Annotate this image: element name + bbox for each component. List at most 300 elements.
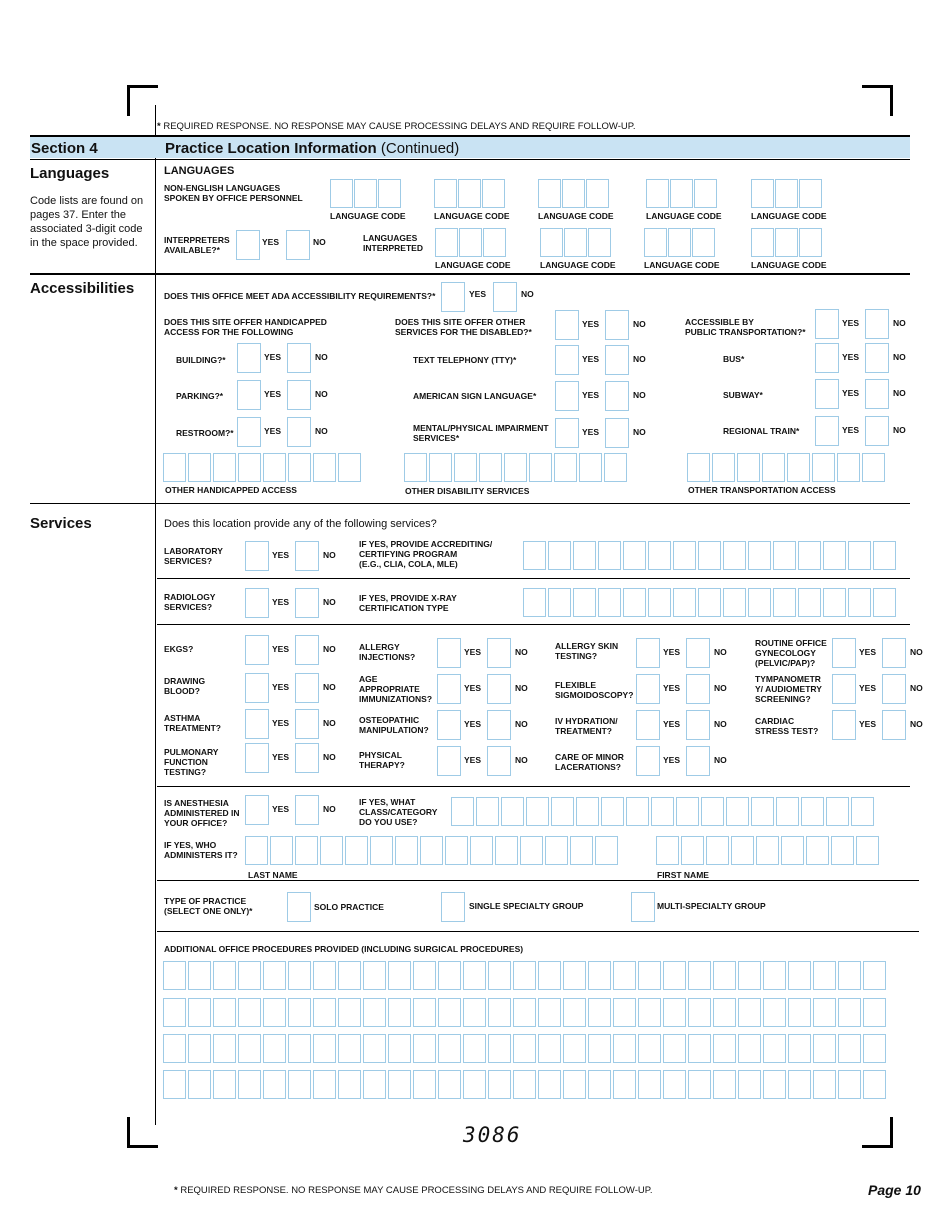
- additional-line-3-cell[interactable]: [563, 1034, 586, 1063]
- physical-no-box[interactable]: [487, 746, 511, 776]
- additional-line-3-cell[interactable]: [463, 1034, 486, 1063]
- additional-line-3-cell[interactable]: [863, 1034, 886, 1063]
- anesthesia-class-cell[interactable]: [451, 797, 474, 826]
- lab-accred-cell[interactable]: [873, 541, 896, 570]
- parking-no-box[interactable]: [287, 380, 311, 410]
- asl-yes-box[interactable]: [555, 381, 579, 411]
- additional-line-2-cell[interactable]: [638, 998, 661, 1027]
- additional-line-3-cell[interactable]: [738, 1034, 761, 1063]
- additional-line-2-cell[interactable]: [188, 998, 211, 1027]
- restroom-yes-box[interactable]: [237, 417, 261, 447]
- other-disability-cell[interactable]: [529, 453, 552, 482]
- additional-line-2-cell[interactable]: [338, 998, 361, 1027]
- language-code-4-cell[interactable]: [670, 179, 693, 208]
- additional-line-2-cell[interactable]: [288, 998, 311, 1027]
- additional-line-2-cell[interactable]: [713, 998, 736, 1027]
- lab-accred-cell[interactable]: [598, 541, 621, 570]
- last-name-cell[interactable]: [320, 836, 343, 865]
- restroom-no-box[interactable]: [287, 417, 311, 447]
- allergy-skin-yes-box[interactable]: [636, 638, 660, 668]
- additional-line-3-cell[interactable]: [813, 1034, 836, 1063]
- last-name-cell[interactable]: [470, 836, 493, 865]
- additional-line-2-cell[interactable]: [613, 998, 636, 1027]
- additional-line-1-cell[interactable]: [688, 961, 711, 990]
- additional-line-2-cell[interactable]: [388, 998, 411, 1027]
- care-minor-no-box[interactable]: [686, 746, 710, 776]
- language-code-1-cell[interactable]: [378, 179, 401, 208]
- additional-line-1-cell[interactable]: [438, 961, 461, 990]
- building-no-box[interactable]: [287, 343, 311, 373]
- xray-cert-cell[interactable]: [698, 588, 721, 617]
- additional-line-3-cell[interactable]: [363, 1034, 386, 1063]
- other-handicapped-cell[interactable]: [288, 453, 311, 482]
- additional-line-4-cell[interactable]: [663, 1070, 686, 1099]
- anesthesia-class-cell[interactable]: [726, 797, 749, 826]
- anesthesia-class-cell[interactable]: [751, 797, 774, 826]
- additional-line-2-cell[interactable]: [263, 998, 286, 1027]
- lab-accred-cell[interactable]: [673, 541, 696, 570]
- anesthesia-class-cell[interactable]: [526, 797, 549, 826]
- interpreted-code-1-cell[interactable]: [435, 228, 458, 257]
- additional-line-1-cell[interactable]: [863, 961, 886, 990]
- interpreted-code-4-cell[interactable]: [751, 228, 774, 257]
- additional-line-4-cell[interactable]: [863, 1070, 886, 1099]
- lab-accred-cell[interactable]: [698, 541, 721, 570]
- language-code-5-cell[interactable]: [751, 179, 774, 208]
- anesthesia-class-cell[interactable]: [776, 797, 799, 826]
- additional-line-3-cell[interactable]: [688, 1034, 711, 1063]
- mental-no-box[interactable]: [605, 418, 629, 448]
- additional-line-1-cell[interactable]: [388, 961, 411, 990]
- anesthesia-class-cell[interactable]: [851, 797, 874, 826]
- interpreted-code-1-cell[interactable]: [483, 228, 506, 257]
- additional-line-2-cell[interactable]: [538, 998, 561, 1027]
- language-code-4-cell[interactable]: [694, 179, 717, 208]
- tympan-no-box[interactable]: [882, 674, 906, 704]
- additional-line-4-cell[interactable]: [713, 1070, 736, 1099]
- ekgs-no-box[interactable]: [295, 635, 319, 665]
- other-transport-cell[interactable]: [837, 453, 860, 482]
- xray-cert-cell[interactable]: [548, 588, 571, 617]
- mental-yes-box[interactable]: [555, 418, 579, 448]
- language-code-1-cell[interactable]: [330, 179, 353, 208]
- anesthesia-class-cell[interactable]: [676, 797, 699, 826]
- allergy-skin-no-box[interactable]: [686, 638, 710, 668]
- first-name-cell[interactable]: [681, 836, 704, 865]
- anesthesia-class-cell[interactable]: [476, 797, 499, 826]
- tympan-yes-box[interactable]: [832, 674, 856, 704]
- language-code-2-cell[interactable]: [482, 179, 505, 208]
- allergy-inj-yes-box[interactable]: [437, 638, 461, 668]
- interpreted-code-2-cell[interactable]: [564, 228, 587, 257]
- lab-accred-cell[interactable]: [623, 541, 646, 570]
- flex-sig-no-box[interactable]: [686, 674, 710, 704]
- single-specialty-box[interactable]: [441, 892, 465, 922]
- public-transport-yes-box[interactable]: [815, 309, 839, 339]
- other-services-yes-box[interactable]: [555, 310, 579, 340]
- other-disability-cell[interactable]: [554, 453, 577, 482]
- additional-line-1-cell[interactable]: [313, 961, 336, 990]
- additional-line-2-cell[interactable]: [788, 998, 811, 1027]
- anesthesia-class-cell[interactable]: [651, 797, 674, 826]
- additional-line-2-cell[interactable]: [463, 998, 486, 1027]
- additional-line-3-cell[interactable]: [413, 1034, 436, 1063]
- asthma-yes-box[interactable]: [245, 709, 269, 739]
- first-name-cell[interactable]: [831, 836, 854, 865]
- additional-line-1-cell[interactable]: [588, 961, 611, 990]
- xray-cert-cell[interactable]: [748, 588, 771, 617]
- interpreted-code-4-cell[interactable]: [775, 228, 798, 257]
- additional-line-2-cell[interactable]: [813, 998, 836, 1027]
- xray-cert-cell[interactable]: [648, 588, 671, 617]
- additional-line-3-cell[interactable]: [513, 1034, 536, 1063]
- xray-cert-cell[interactable]: [823, 588, 846, 617]
- additional-line-2-cell[interactable]: [563, 998, 586, 1027]
- additional-line-1-cell[interactable]: [463, 961, 486, 990]
- additional-line-2-cell[interactable]: [763, 998, 786, 1027]
- first-name-cell[interactable]: [856, 836, 879, 865]
- anesthesia-class-cell[interactable]: [576, 797, 599, 826]
- additional-line-1-cell[interactable]: [238, 961, 261, 990]
- xray-cert-cell[interactable]: [723, 588, 746, 617]
- other-handicapped-cell[interactable]: [188, 453, 211, 482]
- xray-cert-cell[interactable]: [623, 588, 646, 617]
- other-disability-cell[interactable]: [604, 453, 627, 482]
- parking-yes-box[interactable]: [237, 380, 261, 410]
- language-code-2-cell[interactable]: [434, 179, 457, 208]
- osteo-yes-box[interactable]: [437, 710, 461, 740]
- language-code-3-cell[interactable]: [538, 179, 561, 208]
- additional-line-1-cell[interactable]: [813, 961, 836, 990]
- additional-line-4-cell[interactable]: [213, 1070, 236, 1099]
- language-code-5-cell[interactable]: [775, 179, 798, 208]
- additional-line-4-cell[interactable]: [163, 1070, 186, 1099]
- additional-line-2-cell[interactable]: [238, 998, 261, 1027]
- other-handicapped-cell[interactable]: [338, 453, 361, 482]
- other-disability-cell[interactable]: [479, 453, 502, 482]
- other-disability-cell[interactable]: [504, 453, 527, 482]
- first-name-cell[interactable]: [731, 836, 754, 865]
- additional-line-1-cell[interactable]: [838, 961, 861, 990]
- last-name-cell[interactable]: [595, 836, 618, 865]
- additional-line-4-cell[interactable]: [488, 1070, 511, 1099]
- additional-line-4-cell[interactable]: [313, 1070, 336, 1099]
- lab-accred-cell[interactable]: [723, 541, 746, 570]
- additional-line-4-cell[interactable]: [438, 1070, 461, 1099]
- asl-no-box[interactable]: [605, 381, 629, 411]
- additional-line-2-cell[interactable]: [688, 998, 711, 1027]
- drawing-blood-no-box[interactable]: [295, 673, 319, 703]
- iv-yes-box[interactable]: [636, 710, 660, 740]
- additional-line-3-cell[interactable]: [488, 1034, 511, 1063]
- public-transport-no-box[interactable]: [865, 309, 889, 339]
- anesthesia-class-cell[interactable]: [826, 797, 849, 826]
- additional-line-1-cell[interactable]: [188, 961, 211, 990]
- additional-line-4-cell[interactable]: [738, 1070, 761, 1099]
- additional-line-1-cell[interactable]: [663, 961, 686, 990]
- tty-yes-box[interactable]: [555, 345, 579, 375]
- lab-accred-cell[interactable]: [848, 541, 871, 570]
- additional-line-2-cell[interactable]: [488, 998, 511, 1027]
- building-yes-box[interactable]: [237, 343, 261, 373]
- language-code-5-cell[interactable]: [799, 179, 822, 208]
- routine-gyn-no-box[interactable]: [882, 638, 906, 668]
- language-code-2-cell[interactable]: [458, 179, 481, 208]
- other-transport-cell[interactable]: [687, 453, 710, 482]
- additional-line-4-cell[interactable]: [263, 1070, 286, 1099]
- additional-line-2-cell[interactable]: [663, 998, 686, 1027]
- additional-line-2-cell[interactable]: [513, 998, 536, 1027]
- lab-accred-cell[interactable]: [798, 541, 821, 570]
- additional-line-2-cell[interactable]: [313, 998, 336, 1027]
- first-name-cell[interactable]: [781, 836, 804, 865]
- additional-line-1-cell[interactable]: [788, 961, 811, 990]
- additional-line-3-cell[interactable]: [788, 1034, 811, 1063]
- other-disability-cell[interactable]: [579, 453, 602, 482]
- additional-line-2-cell[interactable]: [438, 998, 461, 1027]
- pulmonary-yes-box[interactable]: [245, 743, 269, 773]
- additional-line-1-cell[interactable]: [563, 961, 586, 990]
- last-name-cell[interactable]: [495, 836, 518, 865]
- ada-no-box[interactable]: [493, 282, 517, 312]
- other-handicapped-cell[interactable]: [238, 453, 261, 482]
- age-imm-yes-box[interactable]: [437, 674, 461, 704]
- other-handicapped-cell[interactable]: [163, 453, 186, 482]
- language-code-1-cell[interactable]: [354, 179, 377, 208]
- language-code-4-cell[interactable]: [646, 179, 669, 208]
- additional-line-3-cell[interactable]: [338, 1034, 361, 1063]
- language-code-3-cell[interactable]: [562, 179, 585, 208]
- other-services-no-box[interactable]: [605, 310, 629, 340]
- additional-line-3-cell[interactable]: [188, 1034, 211, 1063]
- additional-line-2-cell[interactable]: [863, 998, 886, 1027]
- lab-accred-cell[interactable]: [773, 541, 796, 570]
- additional-line-1-cell[interactable]: [763, 961, 786, 990]
- additional-line-4-cell[interactable]: [388, 1070, 411, 1099]
- additional-line-3-cell[interactable]: [288, 1034, 311, 1063]
- additional-line-3-cell[interactable]: [613, 1034, 636, 1063]
- interpreters-no-box[interactable]: [286, 230, 310, 260]
- xray-cert-cell[interactable]: [673, 588, 696, 617]
- additional-line-2-cell[interactable]: [213, 998, 236, 1027]
- other-transport-cell[interactable]: [862, 453, 885, 482]
- anesthesia-class-cell[interactable]: [801, 797, 824, 826]
- last-name-cell[interactable]: [445, 836, 468, 865]
- lab-accred-cell[interactable]: [548, 541, 571, 570]
- lab-accred-cell[interactable]: [748, 541, 771, 570]
- interpreters-yes-box[interactable]: [236, 230, 260, 260]
- interpreted-code-2-cell[interactable]: [588, 228, 611, 257]
- other-handicapped-cell[interactable]: [313, 453, 336, 482]
- additional-line-1-cell[interactable]: [163, 961, 186, 990]
- additional-line-4-cell[interactable]: [338, 1070, 361, 1099]
- last-name-cell[interactable]: [370, 836, 393, 865]
- other-disability-cell[interactable]: [429, 453, 452, 482]
- drawing-blood-yes-box[interactable]: [245, 673, 269, 703]
- xray-cert-cell[interactable]: [798, 588, 821, 617]
- interpreted-code-3-cell[interactable]: [644, 228, 667, 257]
- interpreted-code-2-cell[interactable]: [540, 228, 563, 257]
- additional-line-3-cell[interactable]: [838, 1034, 861, 1063]
- anesthesia-yes-box[interactable]: [245, 795, 269, 825]
- additional-line-1-cell[interactable]: [513, 961, 536, 990]
- anesthesia-no-box[interactable]: [295, 795, 319, 825]
- additional-line-2-cell[interactable]: [838, 998, 861, 1027]
- additional-line-3-cell[interactable]: [538, 1034, 561, 1063]
- anesthesia-class-cell[interactable]: [701, 797, 724, 826]
- xray-cert-cell[interactable]: [573, 588, 596, 617]
- cardiac-yes-box[interactable]: [832, 710, 856, 740]
- additional-line-3-cell[interactable]: [238, 1034, 261, 1063]
- other-handicapped-cell[interactable]: [213, 453, 236, 482]
- subway-no-box[interactable]: [865, 379, 889, 409]
- last-name-cell[interactable]: [270, 836, 293, 865]
- additional-line-3-cell[interactable]: [213, 1034, 236, 1063]
- additional-line-4-cell[interactable]: [838, 1070, 861, 1099]
- bus-yes-box[interactable]: [815, 343, 839, 373]
- additional-line-3-cell[interactable]: [588, 1034, 611, 1063]
- ekgs-yes-box[interactable]: [245, 635, 269, 665]
- tty-no-box[interactable]: [605, 345, 629, 375]
- other-disability-cell[interactable]: [454, 453, 477, 482]
- additional-line-1-cell[interactable]: [288, 961, 311, 990]
- additional-line-4-cell[interactable]: [563, 1070, 586, 1099]
- additional-line-4-cell[interactable]: [613, 1070, 636, 1099]
- lab-yes-box[interactable]: [245, 541, 269, 571]
- osteo-no-box[interactable]: [487, 710, 511, 740]
- additional-line-3-cell[interactable]: [163, 1034, 186, 1063]
- radiology-no-box[interactable]: [295, 588, 319, 618]
- lab-no-box[interactable]: [295, 541, 319, 571]
- anesthesia-class-cell[interactable]: [551, 797, 574, 826]
- solo-practice-box[interactable]: [287, 892, 311, 922]
- other-transport-cell[interactable]: [737, 453, 760, 482]
- additional-line-1-cell[interactable]: [613, 961, 636, 990]
- additional-line-4-cell[interactable]: [463, 1070, 486, 1099]
- bus-no-box[interactable]: [865, 343, 889, 373]
- additional-line-1-cell[interactable]: [363, 961, 386, 990]
- lab-accred-cell[interactable]: [648, 541, 671, 570]
- other-handicapped-cell[interactable]: [263, 453, 286, 482]
- iv-no-box[interactable]: [686, 710, 710, 740]
- asthma-no-box[interactable]: [295, 709, 319, 739]
- additional-line-3-cell[interactable]: [263, 1034, 286, 1063]
- additional-line-2-cell[interactable]: [413, 998, 436, 1027]
- anesthesia-class-cell[interactable]: [626, 797, 649, 826]
- last-name-cell[interactable]: [420, 836, 443, 865]
- physical-yes-box[interactable]: [437, 746, 461, 776]
- interpreted-code-4-cell[interactable]: [799, 228, 822, 257]
- anesthesia-class-cell[interactable]: [601, 797, 624, 826]
- additional-line-4-cell[interactable]: [538, 1070, 561, 1099]
- additional-line-1-cell[interactable]: [213, 961, 236, 990]
- additional-line-3-cell[interactable]: [438, 1034, 461, 1063]
- routine-gyn-yes-box[interactable]: [832, 638, 856, 668]
- additional-line-4-cell[interactable]: [788, 1070, 811, 1099]
- age-imm-no-box[interactable]: [487, 674, 511, 704]
- additional-line-4-cell[interactable]: [763, 1070, 786, 1099]
- other-transport-cell[interactable]: [812, 453, 835, 482]
- additional-line-3-cell[interactable]: [713, 1034, 736, 1063]
- multi-specialty-box[interactable]: [631, 892, 655, 922]
- xray-cert-cell[interactable]: [848, 588, 871, 617]
- interpreted-code-3-cell[interactable]: [692, 228, 715, 257]
- radiology-yes-box[interactable]: [245, 588, 269, 618]
- anesthesia-class-cell[interactable]: [501, 797, 524, 826]
- additional-line-3-cell[interactable]: [763, 1034, 786, 1063]
- pulmonary-no-box[interactable]: [295, 743, 319, 773]
- first-name-cell[interactable]: [756, 836, 779, 865]
- additional-line-1-cell[interactable]: [713, 961, 736, 990]
- last-name-cell[interactable]: [395, 836, 418, 865]
- flex-sig-yes-box[interactable]: [636, 674, 660, 704]
- xray-cert-cell[interactable]: [773, 588, 796, 617]
- additional-line-3-cell[interactable]: [313, 1034, 336, 1063]
- additional-line-2-cell[interactable]: [363, 998, 386, 1027]
- xray-cert-cell[interactable]: [598, 588, 621, 617]
- other-transport-cell[interactable]: [787, 453, 810, 482]
- other-transport-cell[interactable]: [762, 453, 785, 482]
- lab-accred-cell[interactable]: [523, 541, 546, 570]
- additional-line-2-cell[interactable]: [588, 998, 611, 1027]
- additional-line-1-cell[interactable]: [338, 961, 361, 990]
- additional-line-1-cell[interactable]: [638, 961, 661, 990]
- additional-line-2-cell[interactable]: [163, 998, 186, 1027]
- additional-line-4-cell[interactable]: [638, 1070, 661, 1099]
- additional-line-1-cell[interactable]: [413, 961, 436, 990]
- train-no-box[interactable]: [865, 416, 889, 446]
- other-transport-cell[interactable]: [712, 453, 735, 482]
- additional-line-1-cell[interactable]: [738, 961, 761, 990]
- allergy-inj-no-box[interactable]: [487, 638, 511, 668]
- additional-line-3-cell[interactable]: [663, 1034, 686, 1063]
- last-name-cell[interactable]: [245, 836, 268, 865]
- last-name-cell[interactable]: [545, 836, 568, 865]
- additional-line-4-cell[interactable]: [813, 1070, 836, 1099]
- additional-line-1-cell[interactable]: [263, 961, 286, 990]
- last-name-cell[interactable]: [570, 836, 593, 865]
- additional-line-4-cell[interactable]: [238, 1070, 261, 1099]
- train-yes-box[interactable]: [815, 416, 839, 446]
- ada-yes-box[interactable]: [441, 282, 465, 312]
- additional-line-4-cell[interactable]: [288, 1070, 311, 1099]
- last-name-cell[interactable]: [295, 836, 318, 865]
- lab-accred-cell[interactable]: [823, 541, 846, 570]
- first-name-cell[interactable]: [806, 836, 829, 865]
- first-name-cell[interactable]: [706, 836, 729, 865]
- xray-cert-cell[interactable]: [873, 588, 896, 617]
- care-minor-yes-box[interactable]: [636, 746, 660, 776]
- additional-line-4-cell[interactable]: [413, 1070, 436, 1099]
- additional-line-4-cell[interactable]: [188, 1070, 211, 1099]
- additional-line-4-cell[interactable]: [513, 1070, 536, 1099]
- other-disability-cell[interactable]: [404, 453, 427, 482]
- additional-line-1-cell[interactable]: [488, 961, 511, 990]
- interpreted-code-1-cell[interactable]: [459, 228, 482, 257]
- additional-line-4-cell[interactable]: [363, 1070, 386, 1099]
- subway-yes-box[interactable]: [815, 379, 839, 409]
- last-name-cell[interactable]: [345, 836, 368, 865]
- additional-line-1-cell[interactable]: [538, 961, 561, 990]
- language-code-3-cell[interactable]: [586, 179, 609, 208]
- last-name-cell[interactable]: [520, 836, 543, 865]
- xray-cert-cell[interactable]: [523, 588, 546, 617]
- interpreted-code-3-cell[interactable]: [668, 228, 691, 257]
- first-name-cell[interactable]: [656, 836, 679, 865]
- additional-line-2-cell[interactable]: [738, 998, 761, 1027]
- additional-line-4-cell[interactable]: [688, 1070, 711, 1099]
- additional-line-3-cell[interactable]: [638, 1034, 661, 1063]
